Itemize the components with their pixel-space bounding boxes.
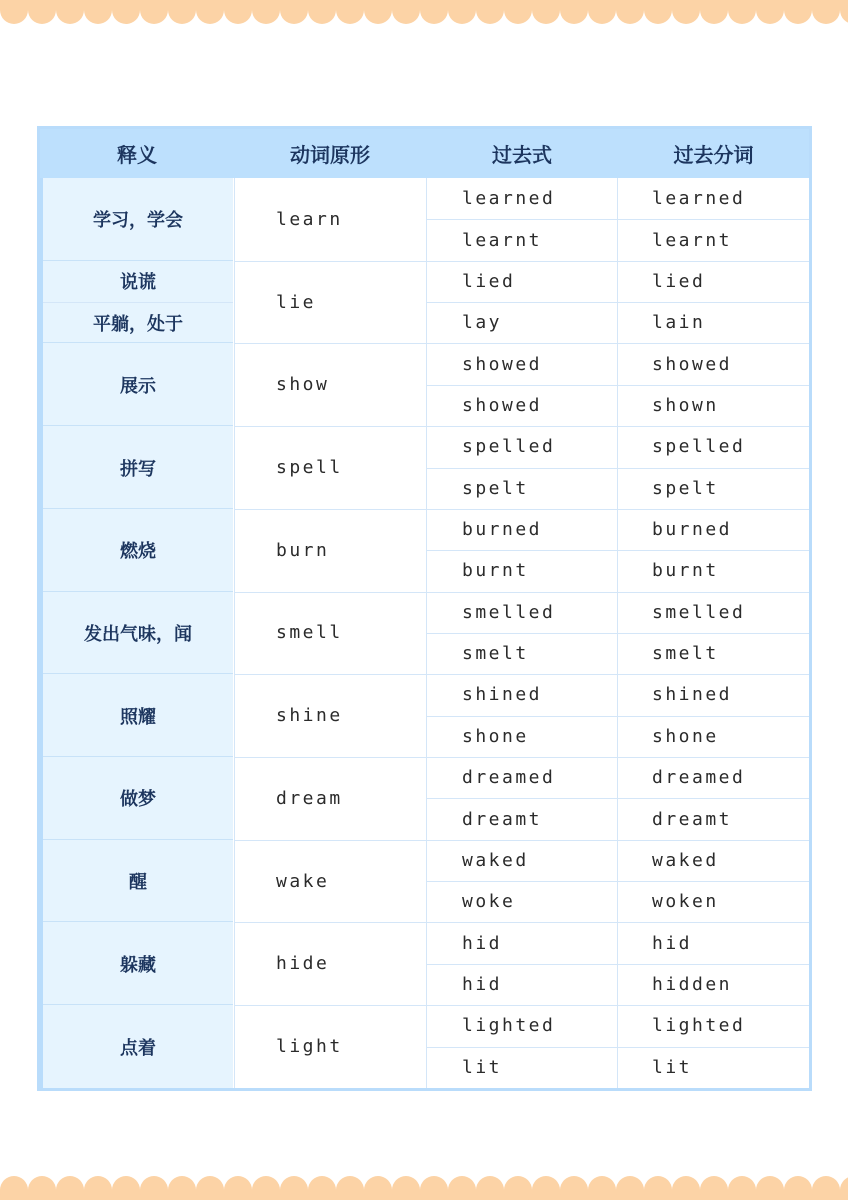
meaning-cell: 躲藏 [120,954,156,976]
past-participle-cell: waked [652,849,719,871]
past-participle-cell: lied [652,270,706,292]
meaning-cell: 拼写 [120,458,156,480]
meaning-cell: 发出气味，闻 [84,623,192,645]
past-participle-cell: smelled [652,601,746,623]
table-body [43,178,809,1088]
past-tense-cell: showed [462,353,543,375]
header-base-form: 动词原形 [290,143,370,167]
past-participle-cell: lighted [652,1015,746,1037]
past-participle-cell: dreamt [652,808,733,830]
meaning-divider [43,302,233,303]
past-participle-cell: learned [652,188,746,210]
verb-table [37,126,812,1091]
past-participle-cell: lain [652,312,706,334]
past-participle-cell: showed [652,353,733,375]
column-divider [234,178,235,1088]
meaning-cell: 学习，学会 [93,210,183,232]
base-form-cell: lie [276,291,317,313]
meaning-cell: 照耀 [120,706,156,728]
bottom-scallop-border [0,1170,848,1200]
column-divider [617,178,618,1088]
past-tense-cell: waked [462,849,529,871]
meaning-cell: 点着 [120,1037,156,1059]
base-form-cell: burn [276,539,330,561]
past-tense-cell: lay [462,312,503,334]
base-form-cell: wake [276,870,330,892]
column-divider [426,178,427,1088]
past-tense-cell: hid [462,932,503,954]
past-tense-cell: learned [462,188,556,210]
past-tense-cell: lighted [462,1015,556,1037]
top-scallop-border [0,0,848,30]
meaning-cell: 展示 [120,375,156,397]
meaning-column [43,178,233,1088]
past-tense-cell: dreamed [462,767,556,789]
past-participle-cell: spelled [652,436,746,458]
past-tense-cell: burnt [462,560,529,582]
past-tense-cell: lied [462,270,516,292]
past-tense-cell: shined [462,684,543,706]
header-past-tense: 过去式 [492,143,552,167]
past-participle-cell: shone [652,725,719,747]
past-tense-cell: spelt [462,477,529,499]
past-participle-cell: hidden [652,974,733,995]
past-tense-cell: spelled [462,436,556,458]
meaning-cell: 燃烧 [120,541,156,563]
past-tense-cell: smelt [462,643,529,665]
past-tense-cell: smelled [462,601,556,623]
past-participle-cell: spelt [652,477,719,499]
header-meaning: 释义 [117,143,157,167]
past-participle-cell: dreamed [652,767,746,789]
past-participle-cell: burnt [652,560,719,582]
base-form-cell: dream [276,787,343,809]
group-divider [234,261,809,262]
past-tense-cell: hid [462,974,503,995]
base-form-cell: hide [276,953,330,975]
base-form-cell: show [276,374,330,396]
meaning-cell: 平躺，处于 [93,313,183,335]
past-tense-cell: burned [462,519,543,541]
base-form-cell: light [276,1036,343,1058]
past-tense-cell: dreamt [462,808,543,830]
past-participle-cell: learnt [652,229,733,251]
past-participle-cell: woken [652,891,719,913]
base-form-cell: shine [276,705,343,727]
past-tense-cell: learnt [462,229,543,251]
past-participle-cell: smelt [652,643,719,665]
past-tense-cell: showed [462,394,543,416]
table-header [40,129,809,178]
meaning-cell: 说谎 [120,272,156,294]
past-participle-cell: lit [652,1056,693,1078]
past-participle-cell: burned [652,519,733,541]
past-tense-cell: woke [462,891,516,913]
base-form-cell: spell [276,457,343,479]
meaning-cell: 醒 [129,872,147,894]
meaning-cell: 做梦 [120,789,156,811]
past-participle-cell: shined [652,684,733,706]
past-tense-cell: lit [462,1056,503,1078]
past-tense-cell: shone [462,725,529,747]
header-past-participle: 过去分词 [673,143,754,167]
past-participle-cell: hid [652,932,693,954]
base-form-cell: learn [276,208,343,230]
past-participle-cell: shown [652,394,719,416]
base-form-cell: smell [276,622,343,644]
